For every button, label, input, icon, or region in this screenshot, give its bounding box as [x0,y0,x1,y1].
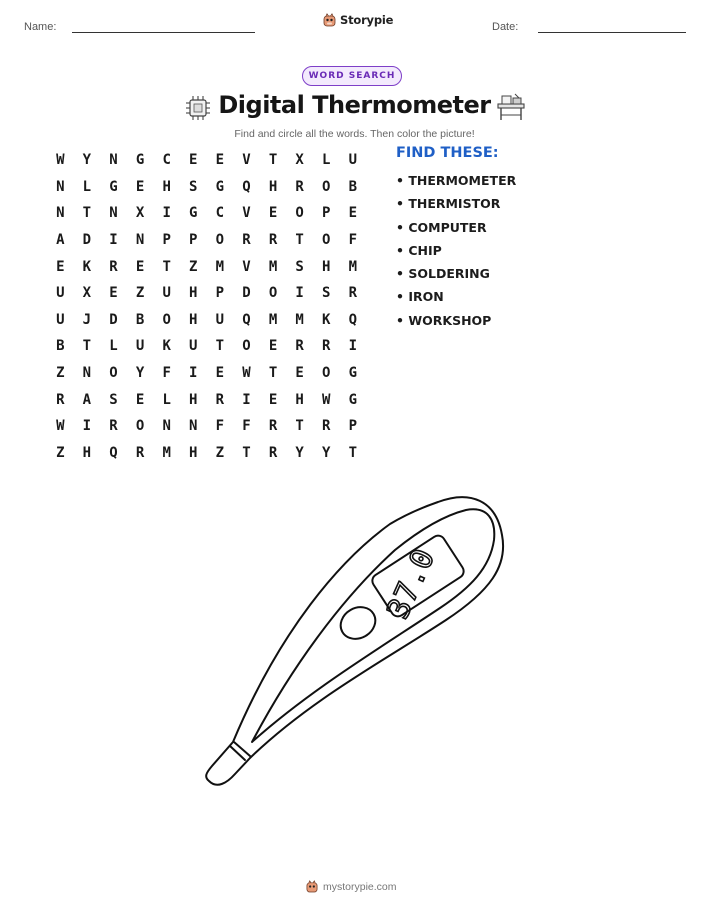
grid-letter[interactable]: Y [322,444,331,461]
grid-letter[interactable]: E [348,205,358,222]
grid-letter[interactable]: H [322,258,331,275]
grid-letter[interactable]: R [215,391,225,408]
brand-logo [323,13,393,27]
grid-letter[interactable]: N [82,365,92,382]
grid-letter[interactable]: T [82,338,92,355]
grid-letter[interactable]: W [242,365,251,382]
grid-letter[interactable]: H [189,391,198,408]
word-item [396,265,516,288]
thermometer-bezel [252,509,494,742]
grid-letter[interactable]: R [268,418,278,435]
grid-letter[interactable]: O [322,232,331,249]
grid-letter[interactable]: R [295,338,304,355]
grid-letter[interactable]: O [215,232,225,249]
grid-letter[interactable]: O [322,365,331,382]
grid-letter[interactable]: Z [215,444,225,461]
grid-letter[interactable]: R [109,418,118,435]
grid-letter[interactable]: Y [135,365,145,382]
grid-letter[interactable]: N [56,205,65,222]
grid-letter[interactable]: A [56,232,65,249]
grid-letter[interactable]: S [189,178,198,195]
grid-letter[interactable]: N [135,232,145,249]
grid-letter[interactable]: V [242,258,251,275]
grid-letter[interactable]: Q [242,311,251,328]
grid-letter[interactable]: H [189,444,198,461]
grid-letter[interactable]: T [295,418,304,435]
grid-letter[interactable]: W [322,391,331,408]
grid-letter[interactable]: G [109,178,118,195]
grid-letter[interactable]: E [135,391,145,408]
grid-letter[interactable]: R [135,444,145,461]
storypie-mascot-icon [323,13,336,27]
word-item [396,242,516,265]
thermometer-reading: 37.0 [380,544,443,625]
grid-letter[interactable]: U [189,338,198,355]
grid-letter[interactable]: B [135,311,145,328]
date-line[interactable] [538,32,686,33]
grid-letter[interactable]: D [82,232,92,249]
grid-letter[interactable]: O [268,285,278,302]
brand-name: Storypie [340,13,394,27]
grid-letter[interactable]: L [109,338,118,355]
instructions: Find and circle all the words. Then color the picture! [234,128,475,140]
grid-letter[interactable]: B [56,338,65,355]
grid-letter[interactable]: T [268,152,278,169]
grid-letter[interactable]: P [189,232,198,249]
grid-letter[interactable]: O [109,365,118,382]
grid-letter[interactable]: G [348,391,358,408]
grid-letter[interactable]: R [268,444,278,461]
grid-letter[interactable]: K [322,311,331,328]
grid-letter[interactable]: T [295,232,304,249]
grid-letter[interactable]: I [162,205,171,222]
digital-thermometer-illustration[interactable] [190,480,520,800]
grid-letter[interactable]: F [242,418,251,435]
grid-letter[interactable]: X [295,152,304,169]
grid-letter[interactable]: R [348,285,358,302]
name-line[interactable] [72,32,255,33]
grid-letter[interactable]: H [82,444,92,461]
word-item [396,172,516,195]
grid-letter[interactable]: L [162,391,171,408]
grid-letter[interactable]: H [189,285,198,302]
bullet: • [396,312,409,328]
thermometer-tip-ring [230,746,245,760]
grid-letter[interactable]: Q [242,178,251,195]
grid-letter[interactable]: Y [82,152,92,169]
grid-letter[interactable]: I [189,365,198,382]
grid-letter[interactable]: O [295,205,304,222]
storypie-mascot-icon [306,880,318,893]
grid-letter[interactable]: O [162,311,171,328]
grid-letter[interactable]: E [215,365,225,382]
grid-letter[interactable]: G [135,152,145,169]
grid-letter[interactable]: I [348,338,358,355]
grid-letter[interactable]: W [56,152,65,169]
grid-letter[interactable]: J [82,311,92,328]
find-these-heading: FIND THESE: [396,145,499,161]
grid-letter[interactable]: S [109,391,118,408]
grid-letter[interactable]: T [348,444,358,461]
grid-letter[interactable]: B [348,178,358,195]
grid-letter[interactable]: M [215,258,225,275]
grid-letter[interactable]: N [162,418,171,435]
name-label: Name: [24,21,57,33]
grid-letter[interactable]: I [109,232,118,249]
word-text: SOLDERING [408,266,490,282]
grid-letter[interactable]: N [109,205,118,222]
grid-letter[interactable]: N [189,418,198,435]
grid-letter[interactable]: I [242,391,251,408]
grid-letter[interactable]: E [295,365,304,382]
grid-letter[interactable]: E [215,152,225,169]
grid-letter[interactable]: E [268,391,278,408]
grid-letter[interactable]: P [348,418,358,435]
grid-letter[interactable]: O [135,418,145,435]
bullet: • [396,266,409,282]
workbench-icon [495,92,527,122]
grid-letter[interactable]: H [268,178,278,195]
bullet: • [396,289,409,305]
grid-letter[interactable]: E [189,152,198,169]
grid-letter[interactable]: L [322,152,331,169]
bullet: • [396,196,409,212]
grid-letter[interactable]: R [56,391,65,408]
grid-letter[interactable]: T [242,444,251,461]
grid-letter[interactable]: T [268,365,278,382]
word-item [396,195,516,218]
grid-letter[interactable]: O [242,338,251,355]
footer-url[interactable]: mystorypie.com [323,880,397,893]
grid-letter[interactable]: P [162,232,171,249]
grid-letter[interactable]: E [268,338,278,355]
word-item [396,288,516,311]
grid-letter[interactable]: F [215,418,225,435]
letter-grid [47,147,367,466]
grid-letter[interactable]: X [135,205,145,222]
word-text: WORKSHOP [408,312,492,328]
grid-letter[interactable]: W [56,418,65,435]
grid-letter[interactable]: R [322,418,331,435]
grid-letter[interactable]: T [82,205,92,222]
grid-letter[interactable]: E [135,258,145,275]
footer [306,880,397,893]
word-list [396,172,516,335]
grid-letter[interactable]: S [322,285,331,302]
grid-letter[interactable]: U [56,311,65,328]
grid-letter[interactable]: G [215,178,225,195]
grid-letter[interactable]: V [242,152,251,169]
grid-letter[interactable]: K [162,338,171,355]
grid-letter[interactable]: L [82,178,92,195]
word-item [396,312,516,335]
word-search-badge: WORD SEARCH [302,66,402,86]
grid-letter[interactable]: M [268,311,278,328]
grid-letter[interactable]: R [109,258,118,275]
grid-letter[interactable]: U [162,285,171,302]
grid-letter[interactable]: V [242,205,251,222]
date-label: Date: [492,21,519,33]
grid-letter[interactable]: O [322,178,331,195]
word-text: COMPUTER [408,219,487,235]
grid-letter[interactable]: X [82,285,92,302]
grid-letter[interactable]: H [295,391,304,408]
word-item [396,219,516,242]
grid-letter[interactable]: Z [189,258,198,275]
word-text: CHIP [408,242,442,258]
grid-letter[interactable]: U [56,285,65,302]
grid-letter[interactable]: M [348,258,358,275]
grid-letter[interactable]: M [162,444,171,461]
grid-letter[interactable]: E [56,258,65,275]
grid-letter[interactable]: Q [348,311,358,328]
grid-letter[interactable]: U [135,338,145,355]
grid-letter[interactable]: S [295,258,304,275]
grid-letter[interactable]: E [135,178,145,195]
grid-letter[interactable]: P [215,285,225,302]
grid-letter[interactable]: Y [295,444,304,461]
grid-letter[interactable]: C [215,205,225,222]
grid-letter[interactable]: N [56,178,65,195]
grid-letter[interactable]: H [189,311,198,328]
grid-letter[interactable]: T [215,338,225,355]
grid-letter[interactable]: R [322,338,331,355]
grid-letter[interactable]: R [268,232,278,249]
grid-letter[interactable]: I [82,418,92,435]
grid-letter[interactable]: G [348,365,358,382]
grid-letter[interactable]: R [295,178,304,195]
grid-letter[interactable]: D [242,285,251,302]
grid-letter[interactable]: F [162,365,171,382]
grid-letter[interactable]: M [295,311,304,328]
bullet: • [396,242,409,258]
grid-letter[interactable]: T [162,258,171,275]
grid-letter[interactable]: U [348,152,358,169]
grid-letter[interactable]: G [189,205,198,222]
bullet: • [396,219,409,235]
grid-letter[interactable]: F [348,232,358,249]
grid-letter[interactable]: N [109,152,118,169]
word-text: IRON [408,289,444,305]
grid-letter[interactable]: Z [56,365,65,382]
grid-letter[interactable]: I [295,285,304,302]
grid-letter[interactable]: D [109,311,118,328]
grid-letter[interactable]: A [82,391,92,408]
grid-letter[interactable]: R [242,232,251,249]
word-text: THERMISTOR [408,196,501,212]
grid-letter[interactable]: U [215,311,225,328]
grid-letter[interactable]: P [322,205,331,222]
grid-letter[interactable]: M [268,258,278,275]
grid-letter[interactable]: H [162,178,171,195]
grid-letter[interactable]: Q [109,444,118,461]
bullet: • [396,173,409,188]
page-title: Digital Thermometer [218,91,491,119]
thermometer-body [206,497,503,785]
grid-letter[interactable]: E [109,285,118,302]
word-text: THERMOMETER [408,173,517,188]
grid-letter[interactable]: Z [135,285,145,302]
grid-letter[interactable]: E [268,205,278,222]
grid-letter[interactable]: Z [56,444,65,461]
grid-letter[interactable]: K [82,258,92,275]
grid-letter[interactable]: C [162,152,171,169]
